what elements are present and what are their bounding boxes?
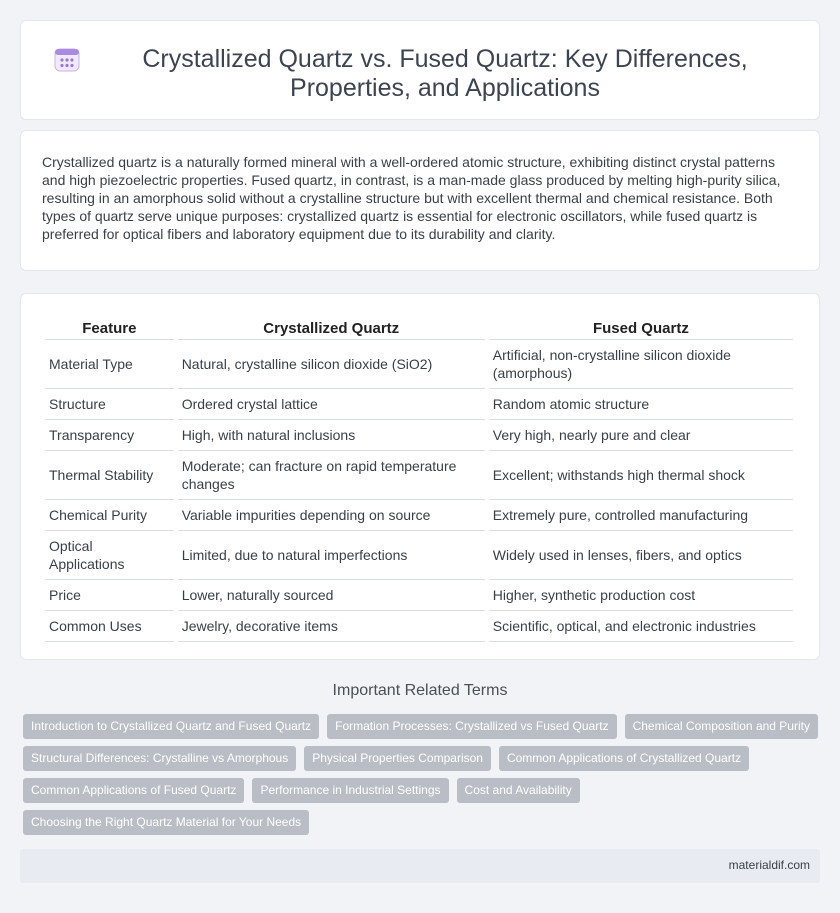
table-row (45, 500, 793, 531)
related-term-tag[interactable]: Structural Differences: Crystalline vs Amorphous (23, 746, 296, 771)
intro-paragraph: Crystallized quartz is a naturally formed mineral with a well-ordered atomic structure, exhibiting distinct crystal patterns and high piezoelectric properties. Fused quartz, in contrast, is a man-made glass produced by melting high-purity silica, resulting in an amorphous solid without a crystalline structure but with excellent thermal and chemical resistance. Both types of quartz serve unique purposes: crystallized quartz is essential for electronic oscillators, while fused quartz is preferred for optical fibers and laboratory equipment due to its durability and clarity. (42, 154, 781, 242)
comparison-table (41, 308, 797, 642)
fused-cell: Scientific, optical, and electronic industries (489, 611, 793, 642)
fused-cell: Random atomic structure (489, 389, 793, 420)
header-feature: Feature (45, 308, 174, 340)
crystallized-cell: Lower, naturally sourced (178, 580, 485, 611)
related-term-tag[interactable]: Cost and Availability (457, 778, 580, 803)
crystallized-cell: Natural, crystalline silicon dioxide (SiO2) (178, 340, 485, 389)
crystallized-cell: Jewelry, decorative items (178, 611, 485, 642)
table-row (45, 611, 793, 642)
related-terms-heading: Important Related Terms (332, 682, 508, 699)
fused-cell: Artificial, non-crystalline silicon dioxide (amorphous) (489, 340, 793, 389)
fused-cell: Very high, nearly pure and clear (489, 420, 793, 451)
related-term-tag[interactable]: Common Applications of Crystallized Quartz (499, 746, 749, 771)
table-row (45, 340, 793, 389)
related-term-tag[interactable]: Introduction to Crystallized Quartz and Fused Quartz (23, 714, 319, 739)
table-row (45, 451, 793, 500)
feature-cell: Material Type (45, 340, 174, 389)
table-row (45, 580, 793, 611)
related-term-tag[interactable]: Formation Processes: Crystallized vs Fused Quartz (327, 714, 616, 739)
feature-cell: Structure (45, 389, 174, 420)
header-fused-quartz: Fused Quartz (489, 308, 793, 340)
table-row (45, 531, 793, 580)
crystallized-cell: Moderate; can fracture on rapid temperature changes (178, 451, 485, 500)
feature-cell: Optical Applications (45, 531, 174, 580)
table-row (45, 389, 793, 420)
title-card (20, 20, 820, 120)
comparison-card (20, 293, 820, 660)
feature-cell: Common Uses (45, 611, 174, 642)
footer (20, 849, 820, 883)
crystallized-cell: Variable impurities depending on source (178, 500, 485, 531)
fused-cell: Extremely pure, controlled manufacturing (489, 500, 793, 531)
feature-cell: Price (45, 580, 174, 611)
calendar-grid-icon (54, 46, 80, 72)
related-term-tag[interactable]: Common Applications of Fused Quartz (23, 778, 244, 803)
related-terms-list (23, 714, 823, 842)
feature-cell: Transparency (45, 420, 174, 451)
fused-cell: Widely used in lenses, fibers, and optics (489, 531, 793, 580)
fused-cell: Higher, synthetic production cost (489, 580, 793, 611)
feature-cell: Chemical Purity (45, 500, 174, 531)
related-term-tag[interactable]: Performance in Industrial Settings (252, 778, 448, 803)
related-term-tag[interactable]: Chemical Composition and Purity (625, 714, 818, 739)
crystallized-cell: Limited, due to natural imperfections (178, 531, 485, 580)
fused-cell: Excellent; withstands high thermal shock (489, 451, 793, 500)
crystallized-cell: High, with natural inclusions (178, 420, 485, 451)
header-crystallized-quartz: Crystallized Quartz (178, 308, 485, 340)
related-term-tag[interactable]: Choosing the Right Quartz Material for Your Needs (23, 810, 309, 835)
intro-card (20, 130, 820, 271)
related-term-tag[interactable]: Physical Properties Comparison (304, 746, 491, 771)
page-title: Crystallized Quartz vs. Fused Quartz: Key Differences, Properties, and Applications (142, 45, 748, 102)
crystallized-cell: Ordered crystal lattice (178, 389, 485, 420)
site-link[interactable]: materialdif.com (728, 858, 810, 872)
table-row (45, 420, 793, 451)
feature-cell: Thermal Stability (45, 451, 174, 500)
table-header-row (45, 308, 793, 340)
